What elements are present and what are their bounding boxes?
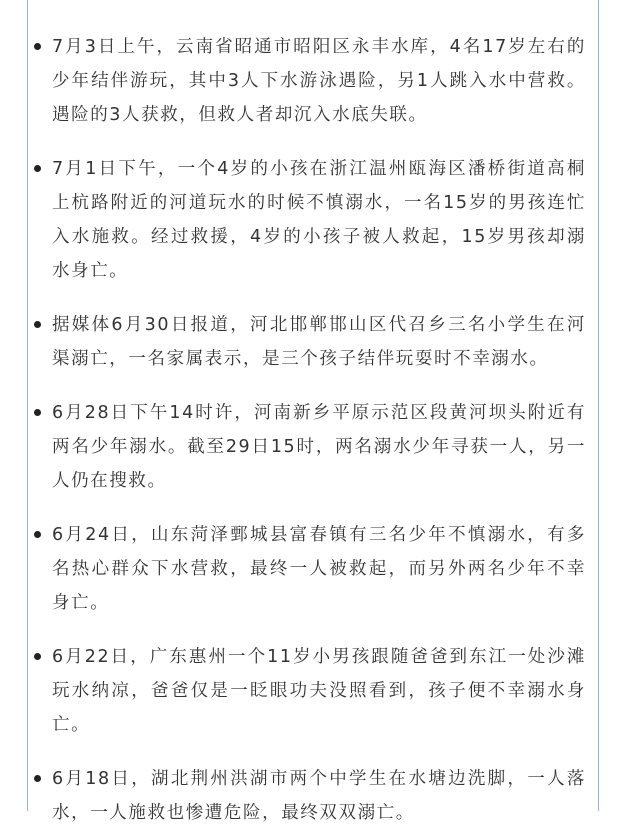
list-item-text: 6月24日，山东菏泽鄄城县富春镇有三名少年不慎溺水，有多名热心群众下水营救，最终一人被救起，而另外两名少年不幸身亡。 <box>52 525 586 613</box>
list-item <box>28 396 598 498</box>
list-item-text: 6月28日下午14时许，河南新乡平原示范区段黄河坝头附近有两名少年溺水。截至29日15时，两名溺水少年寻获一人，另一人仍在搜救。 <box>52 403 586 491</box>
bullet-icon <box>34 775 41 782</box>
list-item <box>28 152 598 288</box>
bullet-icon <box>34 653 41 660</box>
list-item <box>28 640 598 742</box>
list-item <box>28 518 598 620</box>
list-item <box>28 308 598 376</box>
list-item-text: 6月22日，广东惠州一个11岁小男孩跟随爸爸到东江一处沙滩玩水纳凉，爸爸仅是一眨眼功夫没照看到，孩子便不幸溺水身亡。 <box>52 647 586 735</box>
bullet-icon <box>34 165 41 172</box>
list-item-text: 6月18日，湖北荆州洪湖市两个中学生在水塘边洗脚，一人落水，一人施救也惨遭危险，最终双双溺亡。 <box>52 769 586 823</box>
list-item-text: 7月1日下午，一个4岁的小孩在浙江温州瓯海区潘桥街道高桐上杭路附近的河道玩水的时候不慎溺水，一名15岁的男孩连忙入水施救。经过救援，4岁的小孩子被人救起，15岁男孩却溺水身亡。 <box>52 159 586 281</box>
bullet-icon <box>34 43 41 50</box>
list-item <box>28 762 598 830</box>
bullet-icon <box>34 409 41 416</box>
list-item-text: 7月3日上午，云南省昭通市昭阳区永丰水库，4名17岁左右的少年结伴游玩，其中3人下水游泳遇险，另1人跳入水中营救。遇险的3人获救，但救人者却沉入水底失联。 <box>52 37 586 125</box>
news-list <box>28 30 598 830</box>
article-frame <box>27 0 599 823</box>
list-item <box>28 30 598 132</box>
bullet-icon <box>34 531 41 538</box>
bullet-icon <box>34 321 41 328</box>
list-item-text: 据媒体6月30日报道，河北邯郸邯山区代召乡三名小学生在河渠溺亡，一名家属表示，是三个孩子结伴玩耍时不幸溺水。 <box>52 315 586 369</box>
